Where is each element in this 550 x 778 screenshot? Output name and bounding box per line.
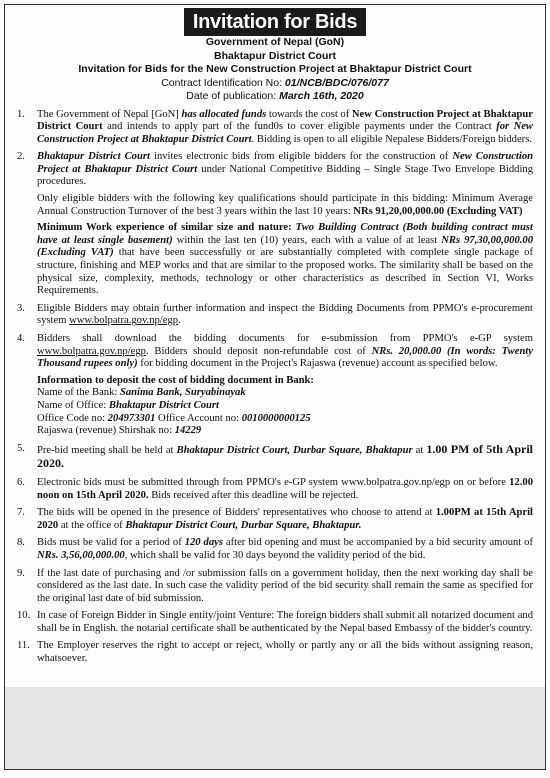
text-run: NRs 91,20,00,000.00 (Excluding VAT) (353, 205, 523, 217)
clause-text (37, 303, 533, 328)
text-run: . Bidding is open to all eligible Nepalese Bidders/Foreign bidders. (251, 133, 532, 145)
text-run: Bhaktapur District Court (37, 151, 150, 163)
text-run: under National Competitive Bidding – Single Stage Two Envelope Bidding procedures. (37, 163, 534, 188)
text-run: after bid opening and must be accompanied by a bid security amount of (222, 537, 534, 549)
clause-item (13, 568, 533, 606)
bank-info-line (37, 387, 533, 400)
clause-text (37, 333, 533, 438)
clause-number: 6. (17, 476, 25, 488)
publication-date: March 16th, 2020 (279, 90, 364, 102)
contract-id: 01/NCB/BDC/076/077 (284, 76, 389, 89)
text-run: www.bolpatra.gov.np/egp (69, 315, 179, 327)
text-run: and intends to apply part of the fund0s to cover eligible payments under the Contract (102, 121, 497, 133)
clause-number: 9. (17, 567, 25, 579)
text-run: 204973301 (107, 412, 156, 424)
text-run: towards the cost of (266, 108, 352, 120)
court-line: Bhaktapur District Court (214, 49, 336, 62)
text-run: NRs. 20,000.00 (In words: Twenty Thousand rupees only) (37, 345, 533, 370)
text-run: If the last date of purchasing and /or submission falls on a government holiday, then the next working day shall be considered as the last date. In such case the validity period of the bid security shall remain the same as specified for the original last date of bid submission. (37, 567, 533, 604)
clause-paragraph (37, 109, 533, 147)
clause-item (13, 640, 533, 665)
clause-paragraph (37, 507, 533, 532)
publication-date-line: Date of publication: March 16th, 2020 (186, 90, 364, 102)
clause-text (37, 109, 533, 147)
text-run: In case of Foreign Bidder in Single entity/joint Venture: The foreign bidders shall submit all notarized document and shall be in English. the notarial certificate shall be authenticated by the Nepal based Embassy of the bidder's country. (37, 610, 533, 634)
text-run: NRs 97,30,00,000.00 (Excluding VAT) (37, 234, 533, 259)
invitation-line: Invitation for Bids for the New Construction Project at Bhaktapur District Court (78, 63, 472, 75)
text-run: New Construction Project at Bhaktapur District Court (37, 151, 534, 175)
contract-id-line: Contract Identification No: 01/NCB/BDC/076/077 (161, 76, 389, 89)
text-run: Rajaswa (revenue) Shirshak no: (37, 425, 175, 437)
clause-paragraph (37, 568, 533, 606)
text-run: Electronic bids must be submitted through from PPMO's e-GP system www.bolpatra.gov.np/egp on or before (37, 476, 510, 488)
text-run: Minimum Work experience of similar size and nature: (37, 222, 296, 234)
clause-paragraph (37, 443, 533, 472)
text-run: for New Construction Project at Bhaktapur District Court (37, 121, 533, 145)
text-run: Bhaktapur District Court, Durbar Square, Bhaktapur (176, 444, 413, 456)
clause-paragraph (37, 610, 533, 635)
clause-text (37, 507, 533, 532)
text-run: 1.00PM at 15th April 2020 (37, 507, 533, 531)
clause-paragraph (37, 640, 533, 665)
bank-info-title: Information to deposit the cost of bidding document in Bank: (37, 374, 314, 386)
text-run: has allocated funds (181, 108, 267, 120)
clause-paragraph (37, 477, 533, 502)
text-run: Only eligible bidders with the following key qualifications should participate in this bidding: Minimum Average Annual Construction Turnover of the best 3 years within the last 10 years: (37, 193, 533, 217)
text-run: Office Code no: (37, 412, 108, 424)
clause-item (13, 610, 533, 635)
clause-number: 1. (17, 108, 25, 120)
clause-text (37, 537, 533, 562)
text-run: Two Building Contract (Both building contract must have at least single basement) (37, 222, 533, 246)
clause-paragraph (37, 333, 533, 371)
text-run: Bidders shall download the bidding documents for e-submission from PPMO's e-GP system (37, 333, 533, 344)
advertisement-page (4, 4, 546, 770)
text-run: Bhaktapur District Court, Durbar Square, Bhaktapur. (125, 519, 362, 531)
text-run: www.bolpatra.gov.np/egp (37, 345, 146, 357)
clause-subparagraph (37, 222, 533, 298)
text-run: Bids must be valid for a period of (37, 537, 185, 549)
clause-subparagraph (37, 193, 533, 218)
clause-item (13, 537, 533, 562)
text-run: for bidding document in the Project's Rajaswa (revenue) account as specified below. (137, 358, 498, 370)
text-run: Name of Office: (37, 399, 109, 411)
clause-text (37, 477, 533, 502)
text-run: at (412, 444, 427, 456)
text-run: Sanima Bank, Suryabinayak (119, 387, 246, 399)
clause-list (13, 109, 533, 666)
text-run: New Construction Project at Bhaktapur District Court (37, 108, 533, 133)
text-run: The bids will be opened in the presence of Bidders' representatives who choose to attend at (37, 507, 436, 519)
text-run: Bids received after this deadline will be rejected. (148, 489, 359, 501)
government-line: Government of Nepal (GoN) (205, 36, 345, 48)
text-run: . (178, 315, 181, 327)
clause-paragraph (37, 537, 533, 562)
text-run: 120 days (184, 537, 223, 549)
text-run: NRs. 3,56,00,000.00 (37, 549, 125, 561)
text-run: The Government of Nepal [GoN] (37, 108, 182, 120)
clause-number: 4. (17, 333, 25, 344)
text-run: The Employer reserves the right to accept or reject, wholly or partly any or all the bids without assigning reason, whatsoever. (37, 640, 533, 665)
clause-number: 2. (17, 151, 25, 163)
clause-text (37, 151, 533, 298)
text-run: invites electronic bids from eligible bidders for the construction of (149, 151, 453, 163)
text-run: Office Account no: (155, 412, 242, 424)
clause-number: 3. (17, 302, 25, 314)
clause-paragraph (37, 303, 533, 328)
bank-info-line (37, 413, 533, 426)
clause-text (37, 443, 533, 472)
text-run: , which shall be valid for 30 days beyond the validity period of the bid. (124, 549, 426, 561)
text-run: within the last ten (10) years, each with a value of at least (172, 234, 442, 246)
clause-number: 7. (17, 507, 25, 519)
text-run: 14229 (174, 425, 202, 437)
text-run: at the office of (58, 519, 126, 531)
clause-item (13, 477, 533, 502)
clause-number: 5. (17, 442, 25, 454)
text-run: 1.00 PM of 5th April 2020. (37, 441, 533, 471)
clause-item (13, 507, 533, 532)
clause-text (37, 568, 533, 606)
header-block (5, 36, 545, 104)
text-run: 12.00 noon on 15th April 2020. (37, 476, 533, 501)
clause-number: 10. (17, 610, 31, 622)
text-run: 0010000000125 (241, 412, 311, 424)
clause-text (37, 610, 533, 635)
clause-item (13, 303, 533, 328)
clause-item (13, 443, 533, 472)
text-run: Bhaktapur District Court (108, 399, 219, 411)
bank-info-line (37, 425, 533, 438)
text-run: Pre-bid meeting shall be held at (37, 444, 177, 456)
clause-item (13, 109, 533, 147)
banner-title: Invitation for Bids (184, 8, 366, 36)
text-run: that have been successfully or are substantially completed with complete single package of structure, finishing and MEP works and that are similar to the proposed works. The similarity shall be based on the physical size, complexity, methods, technology or other characteristics as described in Section VI, Works Requirements. (37, 247, 534, 297)
bank-info-line (37, 400, 533, 413)
clause-number: 8. (17, 537, 25, 549)
clause-item (13, 333, 533, 438)
clause-text (37, 640, 533, 665)
clause-paragraph (37, 151, 533, 189)
scan-shade (5, 687, 545, 769)
text-run: Eligible Bidders may obtain further information and inspect the Bidding Documents from PPMO's e-procurement system (37, 302, 533, 327)
clause-number: 11. (17, 640, 30, 652)
text-run: Name of the Bank: (37, 387, 120, 399)
clause-item (13, 151, 533, 298)
text-run: . Bidders should deposit non-refundable cost of (145, 345, 372, 357)
